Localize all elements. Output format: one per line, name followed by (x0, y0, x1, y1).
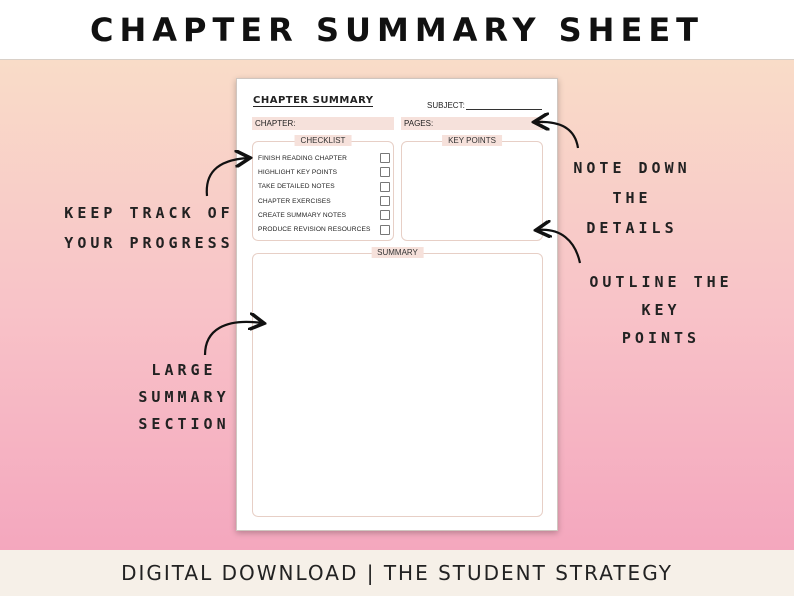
annotation-line: SUMMARY (138, 388, 230, 406)
checklist-item-label: CHAPTER EXERCISES (258, 197, 331, 205)
key-points-label: KEY POINTS (442, 135, 502, 146)
annotation-line: OUTLINE THE KEY (589, 273, 733, 319)
annotation-summary-section (128, 357, 240, 438)
chapter-field: CHAPTER: (252, 117, 394, 130)
summary-box (252, 248, 543, 517)
checklist-box (252, 136, 394, 241)
top-banner (0, 0, 794, 60)
checklist-item-label: PRODUCE REVISION RESOURCES (258, 226, 371, 234)
annotation-line: THE DETAILS (586, 189, 678, 237)
checklist-item (258, 180, 390, 194)
subject-label: SUBJECT: (427, 101, 465, 110)
checklist-item-label: FINISH READING CHAPTER (258, 154, 348, 162)
checkbox (380, 210, 390, 220)
checkbox (380, 182, 390, 192)
annotation-track-progress (62, 198, 236, 258)
footer-text: DIGITAL DOWNLOAD | THE STUDENT STRATEGY (121, 561, 673, 585)
checklist-label: CHECKLIST (295, 135, 352, 146)
key-points-box (401, 136, 543, 241)
subject-field (427, 101, 542, 110)
subject-line (466, 102, 542, 110)
sheet-title: CHAPTER SUMMARY (253, 95, 374, 106)
checklist-item-label: CREATE SUMMARY NOTES (258, 211, 347, 219)
annotation-line: SECTION (138, 415, 230, 433)
checklist-item-label: HIGHLIGHT KEY POINTS (258, 168, 338, 176)
summary-label: SUMMARY (371, 247, 424, 258)
bottom-banner (0, 550, 794, 596)
checklist-item (258, 208, 390, 222)
checklist-item (258, 165, 390, 179)
annotation-line: YOUR PROGRESS (64, 234, 234, 252)
banner-title: CHAPTER SUMMARY SHEET (89, 10, 704, 49)
annotation-outline-key-points (566, 268, 756, 352)
checkbox (380, 153, 390, 163)
checklist-item (258, 222, 390, 236)
checklist-item (258, 194, 390, 208)
checkbox (380, 225, 390, 235)
checklist-item (258, 151, 390, 165)
annotation-line: POINTS (621, 329, 701, 347)
checkbox (380, 167, 390, 177)
pages-field: PAGES: (401, 117, 543, 130)
worksheet-page (236, 78, 558, 531)
checklist-item-label: TAKE DETAILED NOTES (258, 183, 335, 191)
checkbox (380, 196, 390, 206)
annotation-line: NOTE DOWN (573, 159, 691, 177)
annotation-line: KEEP TRACK OF (64, 204, 234, 222)
annotation-note-details (562, 153, 702, 243)
checklist (258, 151, 390, 237)
annotation-line: LARGE (151, 361, 217, 379)
